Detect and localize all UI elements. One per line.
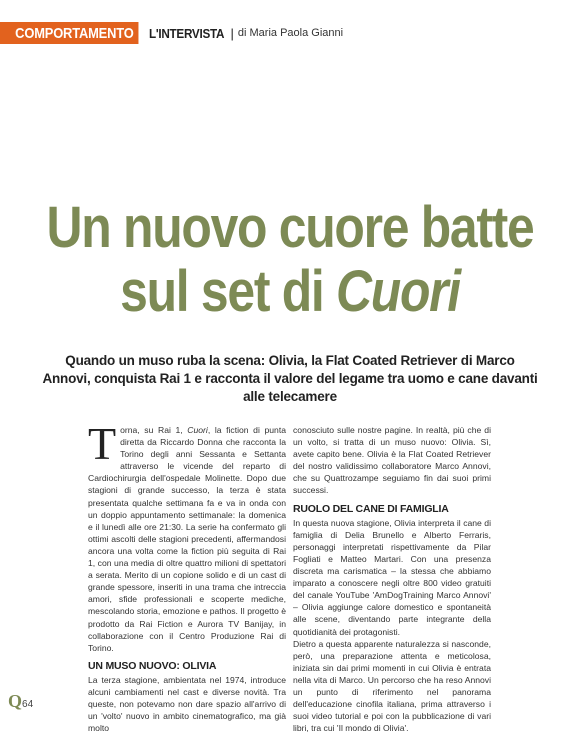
paragraph-2: La terza stagione, ambientata nel 1974, introduce alcuni cambiamenti nel cast e diverse novità. Tra queste, non potevamo non dare spazio all'arrivo di un 'volto' nuovo in ambito cinematografico, ma già molto: [88, 674, 286, 734]
magazine-logo-icon: Q: [8, 691, 23, 711]
left-column: [88, 418, 286, 734]
subhead-ruolo-cane: RUOLO DEL CANE DI FAMIGLIA: [293, 502, 449, 515]
subhead-muso-nuovo: UN MUSO NUOVO: OLIVIA: [88, 659, 217, 672]
right-column: [293, 424, 491, 734]
right-paragraph-1: conosciuto sulle nostre pagine. In realtà, più che di un volto, si tratta di un muso nuovo: Olivia. Sì, avete capito bene. Olivia è la Flat Coated Retriever del nostro validissimo collaboratore Marco Annovi, che su Quattrozampe seguiamo fin dai suoi primi successi.: [293, 425, 491, 496]
page-number: 64: [22, 699, 34, 710]
right-paragraph-3: Dietro a questa apparente naturalezza si nasconde, però, una preparazione attenta e meticolosa, iniziata sin dai primi momenti in cui Olivia è entrata nella vita di Marco. Un percorso che ha reso Annovi un punto di riferimento nel panorama dell'educazione cinofila italiana, prima attraverso i suoi video tutorial e poi con la pubblicazione di vari libri, tra cui 'Il mondo di Olivia'.: [293, 638, 491, 734]
title-line-2-italic: Cuori: [336, 259, 460, 324]
section-tag: [0, 22, 138, 44]
title-line-1: Un nuovo cuore batte: [46, 195, 534, 260]
title-line-2-prefix: sul set di: [120, 259, 337, 324]
article-title: [0, 196, 580, 324]
kicker-label: L'INTERVISTA: [149, 25, 225, 41]
title-line-2: [41, 260, 540, 324]
intro-italic: Cuori: [187, 425, 208, 435]
intro-paragraph: [88, 418, 286, 654]
page-footer: [8, 692, 33, 710]
page-header: [0, 22, 343, 44]
section-label: COMPORTAMENTO: [15, 24, 134, 42]
kicker: [149, 26, 343, 41]
dropcap: T: [88, 418, 117, 469]
kicker-separator: |: [230, 25, 234, 41]
right-paragraph-2: In questa nuova stagione, Olivia interpreta il cane di famiglia di Delia Brunello e Alberto Ferraris, personaggi interpretati rispettivamente da Pilar Fogliati e Matteo Martari. Con una presenza discreta ma carismatica – la stessa che abbiamo imparato a conoscere negli oltre 800 video gratuiti del canale YouTube 'AmDogTraining Marco Annovi' – Olivia aggiunge calore domestico e spontaneità alle scene, diventando parte integrante della quotidianità dei protagonisti.: [293, 517, 491, 637]
byline: di Maria Paola Gianni: [237, 27, 344, 39]
article-subtitle: Quando un muso ruba la scena: Olivia, la Flat Coated Retriever di Marco Annovi, conquista Rai 1 e racconta il valore del legame tra uomo e cane davanti alle telecamere: [42, 353, 538, 404]
intro-text-b: , la fiction di punta diretta da Riccardo Donna che racconta la Torino degli anni Sessanta e Settanta attraverso le vicende del reparto di Cardiochirurgia dell'ospedale Molinette. Dopo due stagioni di grande successo, la terza è stata presentata qualche settimana fa e va in onda con un doppio appuntamento settimanale: la domenica e il lunedì alle ore 21:30. La serie ha confermato gli ottimi ascolti delle stagioni precedenti, affermandosi ancora una volta come la fiction più seguita di Rai 1, con una media di oltre quattro milioni di spettatori a serata. Merito di un copione solido e di un cast di grande spessore, inseriti in una trama che intreccia amori, sfide professionali e scoperte mediche, mescolando storia, emozione e pathos. Il progetto è prodotto da Rai Fiction e Aurora TV Banijay, in collaborazione con il Centro Produzione Rai di Torino.: [88, 425, 286, 653]
intro-text-a: orna, su Rai 1,: [120, 425, 188, 435]
